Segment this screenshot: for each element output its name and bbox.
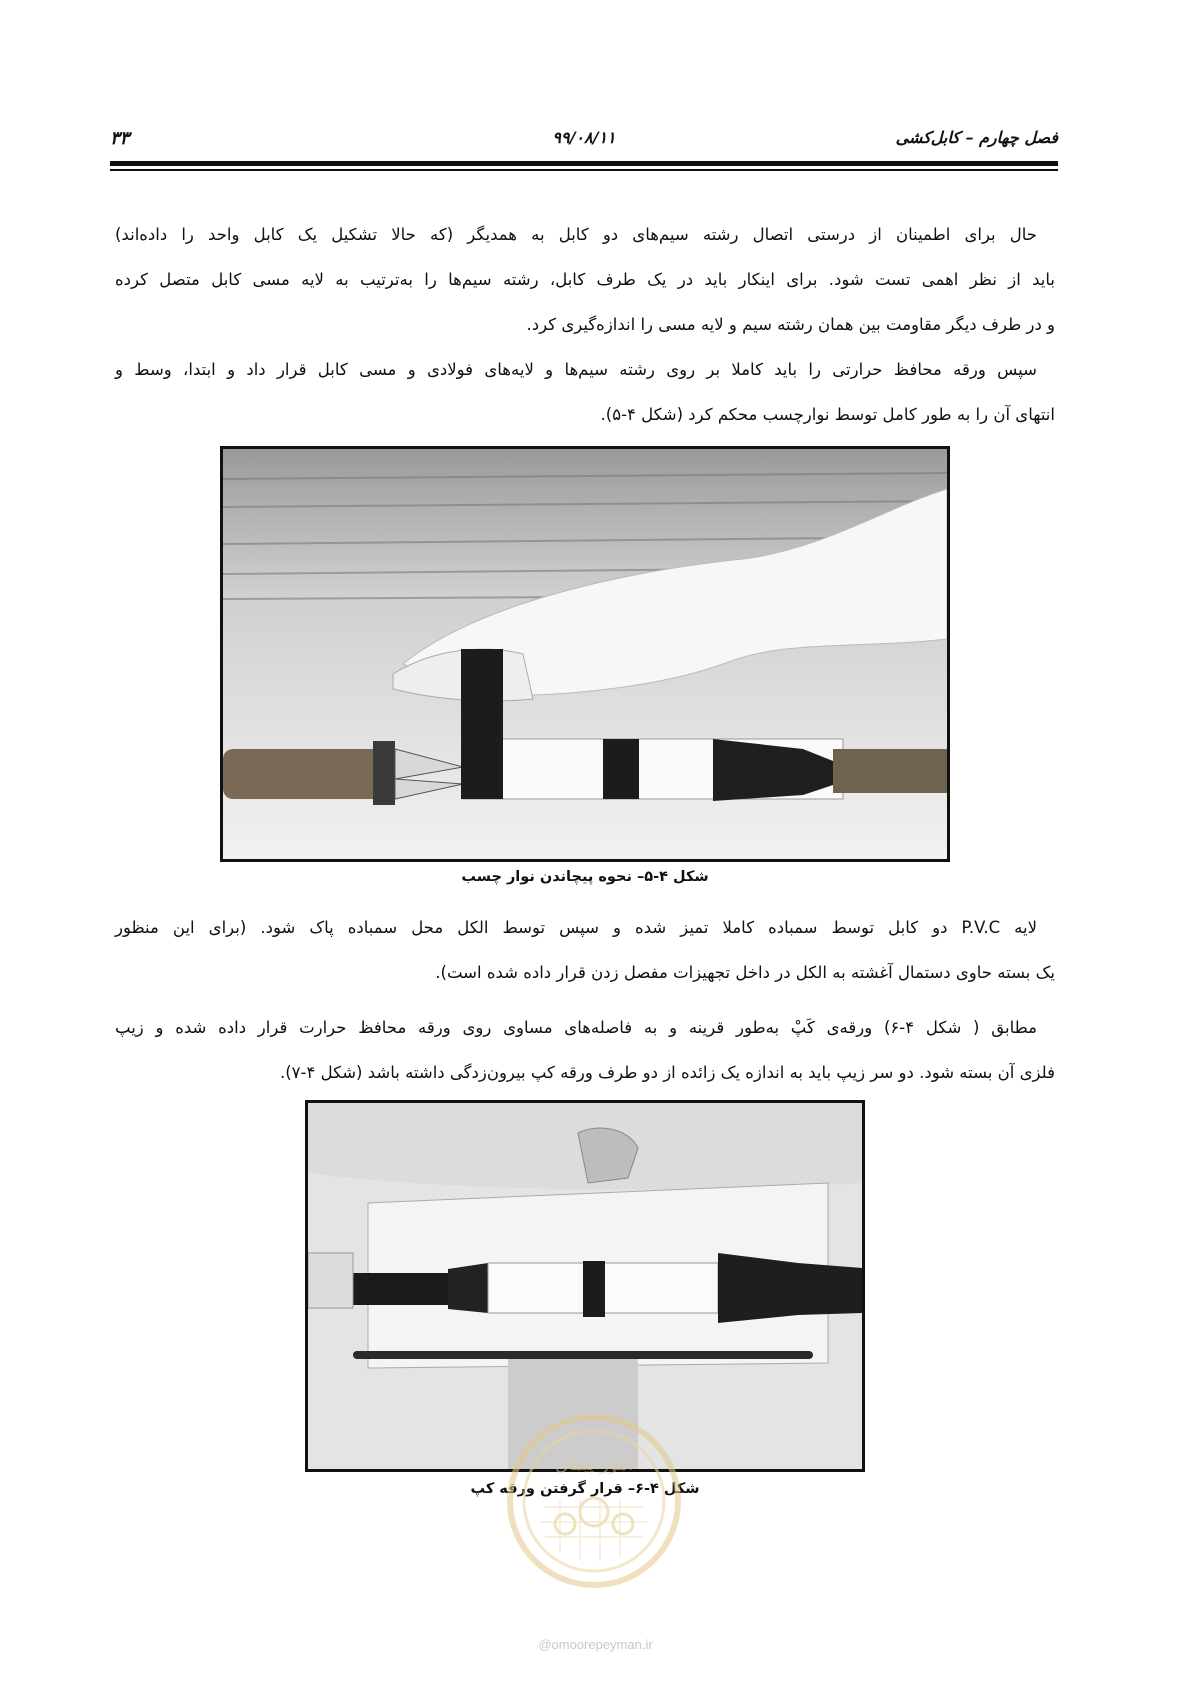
text-line: یک بسته حاوی دستمال آغشته به الکل در داخل تجهیزات مفصل زدن قرار داده شده است). <box>435 963 1055 982</box>
text-line: فلزی آن بسته شود. دو سر زیپ باید به اندازه یک زائده از دو طرف ورقه کپ بیرون‌زدگی داشته باشد (شکل ۴-۷). <box>279 1063 1055 1082</box>
header-rule-thin <box>110 169 1058 171</box>
watermark-logo <box>505 1412 683 1590</box>
figure-caption: شکل ۴-۵– نحوه پیچاندن نوار چسب <box>461 869 709 885</box>
text-line: مطابق ( شکل ۴-۶) ورقه‌ی کَپْ به‌طور قرینه و به فاصله‌های مساوی روی ورقه محافظ حرارت قرار داده شده و زیپ <box>115 1018 1037 1037</box>
paragraph-ohmic-test <box>115 212 1055 347</box>
text-line: و در طرف دیگر مقاومت بین همان رشته سیم و لایه مسی را اندازه‌گیری کرد. <box>526 315 1055 334</box>
paragraph-cap-sheet <box>115 1005 1055 1095</box>
watermark-url: @omoorepeyman.ir <box>538 1637 653 1652</box>
text-line: باید از نظر اهمی تست شود. برای اینکار باید در یک طرف کابل، رشته سیم‌ها را به‌ترتیب به لایه مسی کابل متصل کرده <box>115 270 1055 289</box>
page-number: ۳۳ <box>110 128 130 149</box>
text-line: انتهای آن را به طور کامل توسط نوارچسب محکم کرد (شکل ۴-۵). <box>600 405 1055 424</box>
figure-tape-wrapping-photo <box>220 446 950 862</box>
text-line: حال برای اطمینان از درستی اتصال رشته سیم‌های دو کابل به همدیگر (که حالا تشکیل یک کابل واحد را داده‌اند) <box>115 225 1037 244</box>
header-rule-thick <box>110 161 1058 166</box>
chapter-title: فصل چهارم – کابل‌کشی <box>895 128 1058 147</box>
figure-caption: شکل ۴-۶– قرار گرفتن ورقه کپ <box>470 1481 700 1497</box>
paragraph-pvc-cleaning <box>115 905 1055 995</box>
page-header <box>110 128 1058 158</box>
text-line: سپس ورقه محافظ حرارتی را باید کاملا بر روی رشته سیم‌ها و لایه‌های فولادی و مسی کابل قرار داد و ابتدا، وسط و <box>115 360 1037 379</box>
tape-wrapping-illustration <box>223 449 947 859</box>
paragraph-heat-sheet <box>115 347 1055 437</box>
watermark-logo-text: امور پیمان <box>555 1454 633 1475</box>
header-date: ۹۹/۰۸/۱۱ <box>552 128 616 147</box>
text-line: لایه P.V.C دو کابل توسط سمباده کاملا تمیز شده و سپس توسط الکل محل سمباده پاک شود. (برای این منظور <box>115 918 1038 937</box>
